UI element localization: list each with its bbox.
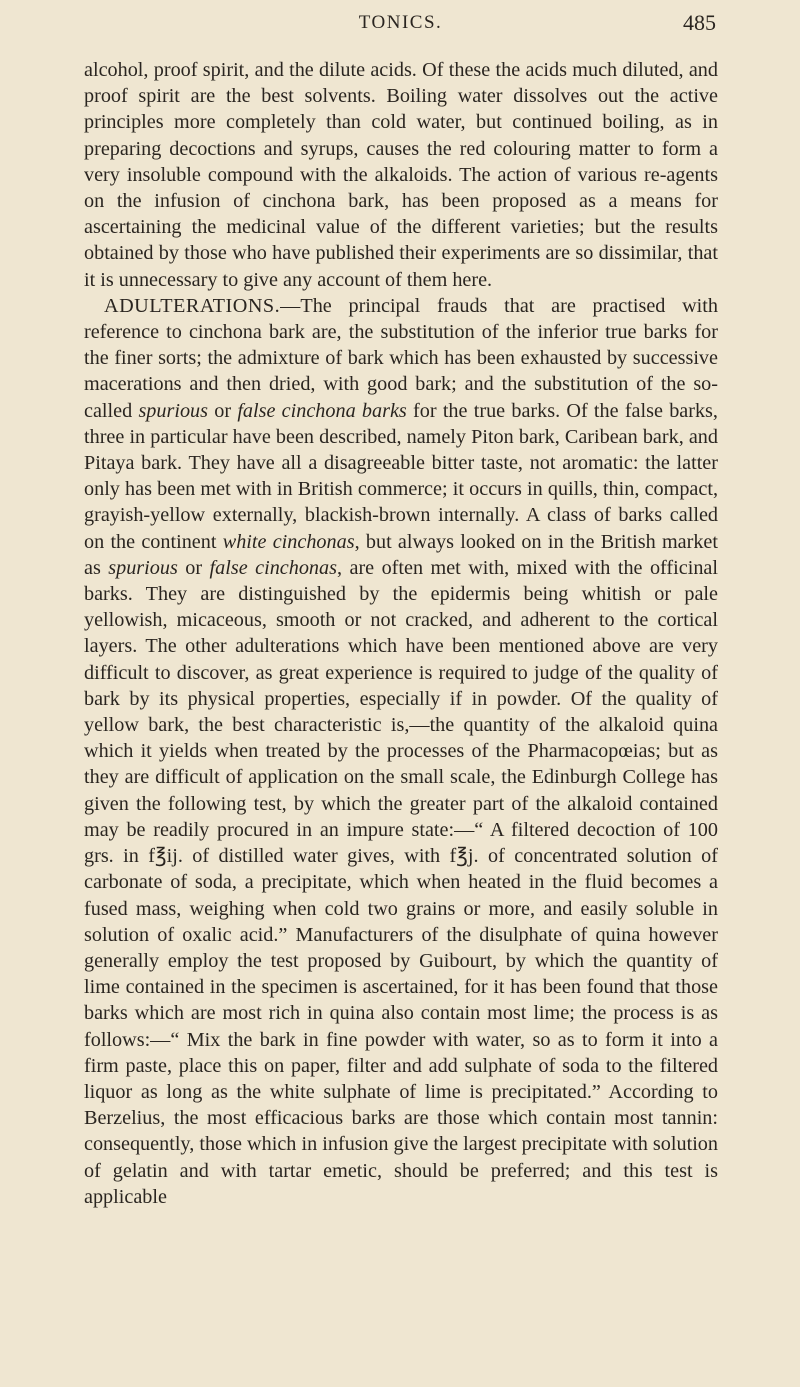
italic-term: false cinchonas — [209, 556, 337, 579]
text-run: , are often met with, mixed with the officinal barks. They are distinguished by the epidermis being whitish or pale yellowish, micaceous, smooth or not cracked, and adherent to the cortical layers. The other adulterations which have been mentioned above are very difficult to discover, as great experience is required to judge of the quality of bark by its physical properties, especially if in powder. Of the quality of yellow bark, the best characteristic is,—the quantity of the alkaloid quina which it yields when treated by the processes of the Pharmacopœias; but as they are difficult of application on the small scale, the Edinburgh College has given the following test, by which the greater part of the alkaloid contained may be readily procured in an impure state:—“ A filtered decoction of 100 grs. in f℥ij. of distilled water gives, with f℥j. of concentrated solution of carbonate of soda, a precipitate, which when heated in the fluid becomes a fused mass, weighing when cold two grains or more, and easily soluble in solution of oxalic acid.” Manufacturers of the disulphate of quina however generally employ the test proposed by Guibourt, by which the quantity of lime contained in the specimen is ascertained, for it has been found that those barks which are most rich in quina also contain most lime; the process is as follows:—“ Mix the bark in fine powder with water, so as to form it into a firm paste, place this on paper, filter and add sulphate of soda to the filtered liquor as long as the white sulphate of lime is precipitated.” According to Berzelius, the most efficacious barks are those which contain most tannin: consequently, those which in infusion give the largest precipitate with solution of gelatin and with tartar emetic, should be preferred; and this test is applicable — [84, 556, 718, 1208]
text-run: —The principal frauds that are practised with reference to cinchona bark are, the substitution of the inferior true barks for the finer sorts; the admixture of bark which has been exhausted by successive macerations and then dried, with good bark; and the substitution of the so-called — [84, 294, 718, 422]
text-run: for the true barks. Of the false barks, three in particular have been described, namely Piton bark, Caribean bark, and Pitaya bark. They have all a disagreeable bitter taste, not aromatic: the latter only has been met with in British commerce; it occurs in quills, thin, compact, grayish-yellow externally, blackish-brown internally. A class of barks called on the continent — [84, 399, 718, 553]
text-run: or — [208, 399, 238, 422]
paragraph-adulterations — [84, 293, 718, 1210]
running-title: TONICS. — [358, 12, 443, 33]
text-run: or — [177, 556, 210, 579]
italic-term: false cinchona barks — [237, 399, 407, 422]
body-text — [84, 57, 718, 1210]
text-run: , but always looked on in the British market as — [84, 530, 718, 579]
italic-term: spurious — [108, 556, 178, 579]
italic-term: spurious — [138, 399, 208, 422]
section-heading-adulterations: ADULTERATIONS. — [104, 294, 281, 317]
italic-term: white cinchonas — [222, 530, 355, 553]
paragraph-continued: alcohol, proof spirit, and the dilute acids. Of these the acids much diluted, and proof spirit are the best solvents. Boiling water dissolves out the active principles more completely than cold water, but continued boiling, as in preparing decoctions and syrups, causes the red colouring matter to form a very insoluble compound with the alkaloids. The action of various re-agents on the infusion of cinchona bark, has been proposed as a means for ascertaining the medicinal value of the different varieties; but the results obtained by those who have published their experiments are so dissimilar, that it is unnecessary to give any account of them here. — [84, 59, 718, 291]
page-number: 485 — [683, 10, 716, 35]
running-head — [85, 10, 716, 38]
